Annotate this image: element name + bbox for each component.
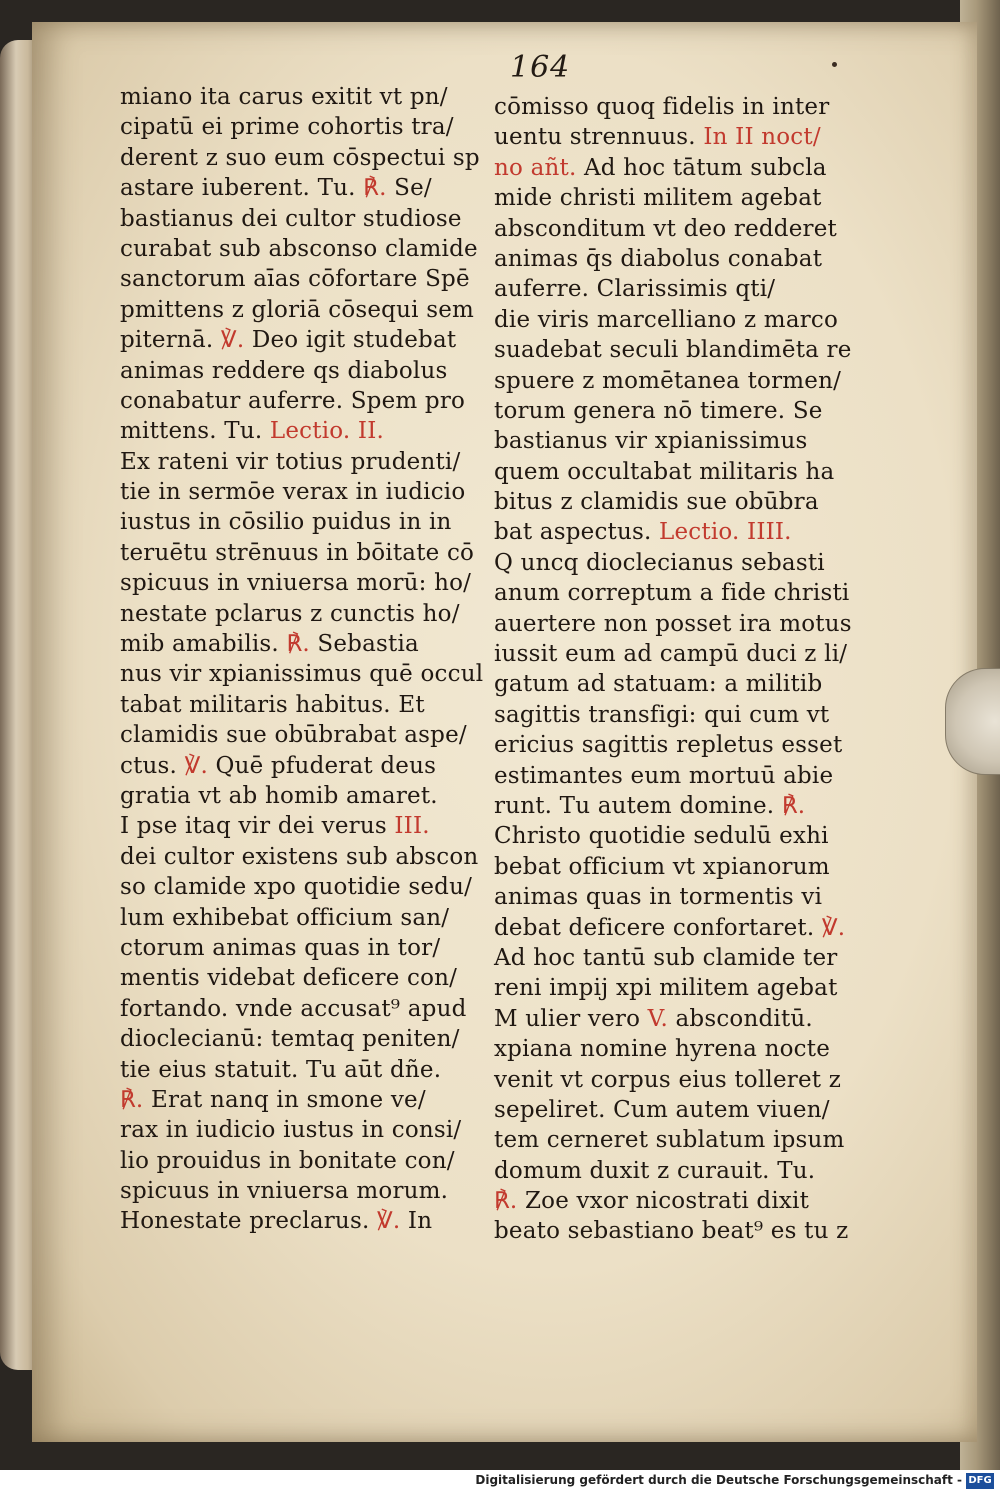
text-line: animas reddere qs diabolus <box>120 357 448 384</box>
text-line: gatum ad statuam: a militib <box>494 671 823 698</box>
rubric: III. <box>394 813 430 840</box>
text-line <box>120 447 492 477</box>
rubric: ℣. <box>184 752 209 779</box>
text-run: uentu strennuus. <box>494 124 704 151</box>
text-line: dei cultor existens sub abscon <box>120 843 479 870</box>
digitization-footer <box>0 1470 1000 1493</box>
text-line: tem cerneret sublatum ipsum <box>494 1127 845 1154</box>
text-line <box>120 629 492 659</box>
text-run: Ex rateni vir totius prudenti/ <box>120 448 461 475</box>
rubric: no añt. <box>494 154 577 181</box>
text-line: nestate pclarus z cunctis ho/ <box>120 600 460 627</box>
text-run: mittens. Tu. <box>120 418 270 445</box>
text-line: animas quas in tormentis vi <box>494 884 823 911</box>
rubric: In II noct/ <box>703 124 821 151</box>
text-line <box>494 153 874 183</box>
funding-credit: Digitalisierung gefördert durch die Deutsche Forschungsgemeinschaft - <box>475 1473 962 1487</box>
text-line <box>120 811 492 841</box>
text-line: sepeliret. Cum autem viuen/ <box>494 1096 830 1123</box>
text-line: mentis videbat deficere con/ <box>120 965 458 992</box>
text-line: die viris marcelliano z marco <box>494 306 839 333</box>
text-line: bastianus dei cultor studiose <box>120 205 462 232</box>
text-line <box>120 751 492 781</box>
text-run: M ulier vero <box>494 1005 648 1032</box>
text-line: animas q̄s diabolus conabat <box>494 245 823 272</box>
text-line: torum genera nō timere. Se <box>494 397 823 424</box>
text-line: xpiana nomine hyrena nocte <box>494 1036 831 1063</box>
text-line: tie in sermōe verax in iudicio <box>120 479 466 506</box>
text-line <box>494 791 874 821</box>
text-run: runt. Tu autem domine. <box>494 792 782 819</box>
text-line: estimantes eum mortuū abie <box>494 762 834 789</box>
text-run: Honestate preclarus. <box>120 1208 377 1235</box>
text-line: gratia vt ab homib amaret. <box>120 782 438 809</box>
text-line <box>120 173 492 203</box>
rubric: ℟. <box>286 631 310 658</box>
text-line <box>494 913 874 943</box>
text-line: sagittis transfigi: qui cum vt <box>494 701 830 728</box>
text-run: Erat nanq in smone ve/ <box>143 1086 426 1113</box>
text-line: conabatur auferre. Spem pro <box>120 387 466 414</box>
text-line: mide christi militem agebat <box>494 185 822 212</box>
rubric: ℟. <box>363 175 387 202</box>
text-line: curabat sub absconso clamide <box>120 235 478 262</box>
dfg-logo: DFG <box>966 1473 994 1489</box>
rubric: ℣. <box>376 1208 401 1235</box>
text-line: ctorum animas quas in tor/ <box>120 934 441 961</box>
book-clasp <box>945 668 1000 775</box>
text-run: bat aspectus. <box>494 519 660 546</box>
text-line: iussit eum ad campū duci z li/ <box>494 641 848 668</box>
text-run: In <box>400 1208 433 1235</box>
text-line <box>120 1206 492 1236</box>
text-line <box>494 122 874 152</box>
rubric: ℟. <box>494 1188 518 1215</box>
text-run: Q uncq dioclecianus sebasti <box>494 549 825 576</box>
text-line: cōmisso quoq fidelis in inter <box>494 94 830 120</box>
text-line: fortando. vnde accusat⁹ apud <box>120 995 467 1022</box>
text-line: tabat militaris habitus. Et <box>120 691 425 718</box>
text-line <box>494 548 874 578</box>
text-line: clamidis sue obūbrabat aspe/ <box>120 722 467 749</box>
text-line: lio prouidus in bonitate con/ <box>120 1147 455 1174</box>
text-line: auertere non posset ira motus <box>494 610 852 637</box>
left-text-column <box>120 82 492 1237</box>
text-line: spuere z momētanea tormen/ <box>494 367 842 394</box>
rubric: ℣. <box>821 914 846 941</box>
text-line: Ad hoc tantū sub clamide ter <box>494 944 838 971</box>
text-line: absconditum vt deo redderet <box>494 215 837 242</box>
text-run: Se/ <box>386 175 432 202</box>
text-line: auferre. Clarissimis qti/ <box>494 276 776 303</box>
text-line: venit vt corpus eius tolleret z <box>494 1066 842 1093</box>
rubric: Lectio. II. <box>269 418 385 445</box>
text-run: absconditū. <box>667 1005 813 1032</box>
text-run: Sebastia <box>309 631 419 658</box>
text-line: teruētu strēnuus in bōitate cō <box>120 539 475 566</box>
text-line: iustus in cōsilio puidus in in <box>120 509 452 536</box>
text-line: pmittens z gloriā cōsequi sem <box>120 296 475 323</box>
text-run: Zoe vxor nicostrati dixit <box>517 1188 810 1215</box>
text-line: suadebat seculi blandimēta re <box>494 337 852 364</box>
text-run: Ad hoc tātum subcla <box>576 154 827 181</box>
text-line: tie eius statuit. Tu aūt dñe. <box>120 1056 442 1083</box>
rubric: ℟. <box>781 792 806 819</box>
text-line: nus vir xpianissimus quē occul <box>120 661 484 688</box>
text-line: lum exhibebat officium san/ <box>120 904 450 931</box>
text-line: Christo quotidie sedulū exhi <box>494 823 829 850</box>
folio-number: 164 <box>510 50 571 85</box>
text-line <box>494 1004 874 1034</box>
text-line: so clamide xpo quotidie sedu/ <box>120 874 473 901</box>
rubric: ℣. <box>220 327 245 354</box>
rubric: V. <box>647 1005 668 1032</box>
text-line <box>120 416 492 446</box>
right-text-column <box>494 92 874 1247</box>
text-line: sanctorum aīas cōfortare Spē <box>120 266 470 293</box>
text-run: Deo igit studebat <box>244 327 457 354</box>
text-line: dioclecianū: temtaq peniten/ <box>120 1026 460 1053</box>
text-run: I pse itaq vir dei verus <box>120 813 395 840</box>
text-line: reni impij xpi militem agebat <box>494 975 838 1002</box>
text-run: piternā. <box>120 327 221 354</box>
text-line <box>120 325 492 355</box>
text-line: anum correptum a fide christi <box>494 580 850 607</box>
text-run: astare iuberent. Tu. <box>120 175 364 202</box>
text-line <box>494 517 874 547</box>
text-line: rax in iudicio iustus in consi/ <box>120 1117 462 1144</box>
text-line: bitus z clamidis sue obūbra <box>494 489 819 516</box>
text-line: beato sebastiano beat⁹ es tu z <box>494 1218 849 1245</box>
rubric: Lectio. IIII. <box>659 519 792 546</box>
text-line <box>120 1085 492 1115</box>
text-run: ctus. <box>120 752 185 779</box>
text-run: Quē pfuderat deus <box>208 752 437 779</box>
text-line: spicuus in vniuersa morum. <box>120 1178 449 1205</box>
text-line: miano ita carus exitit vt pn/ <box>120 84 448 110</box>
rubric: ℟. <box>120 1086 144 1113</box>
ink-speck <box>832 62 837 67</box>
text-line: bastianus vir xpianissimus <box>494 428 808 455</box>
text-line: bebat officium vt xpianorum <box>494 853 830 880</box>
text-run: debat deficere confortaret. <box>494 914 822 941</box>
text-line: derent z suo eum cōspectui sp <box>120 144 480 171</box>
text-line: ericius sagittis repletus esset <box>494 732 843 759</box>
text-line <box>494 1186 874 1216</box>
text-line: cipatū ei prime cohortis tra/ <box>120 114 454 141</box>
text-line: spicuus in vniuersa morū: ho/ <box>120 570 472 597</box>
text-line: quem occultabat militaris ha <box>494 458 835 485</box>
text-run: mib amabilis. <box>120 631 287 658</box>
text-line: domum duxit z curauit. Tu. <box>494 1157 816 1184</box>
